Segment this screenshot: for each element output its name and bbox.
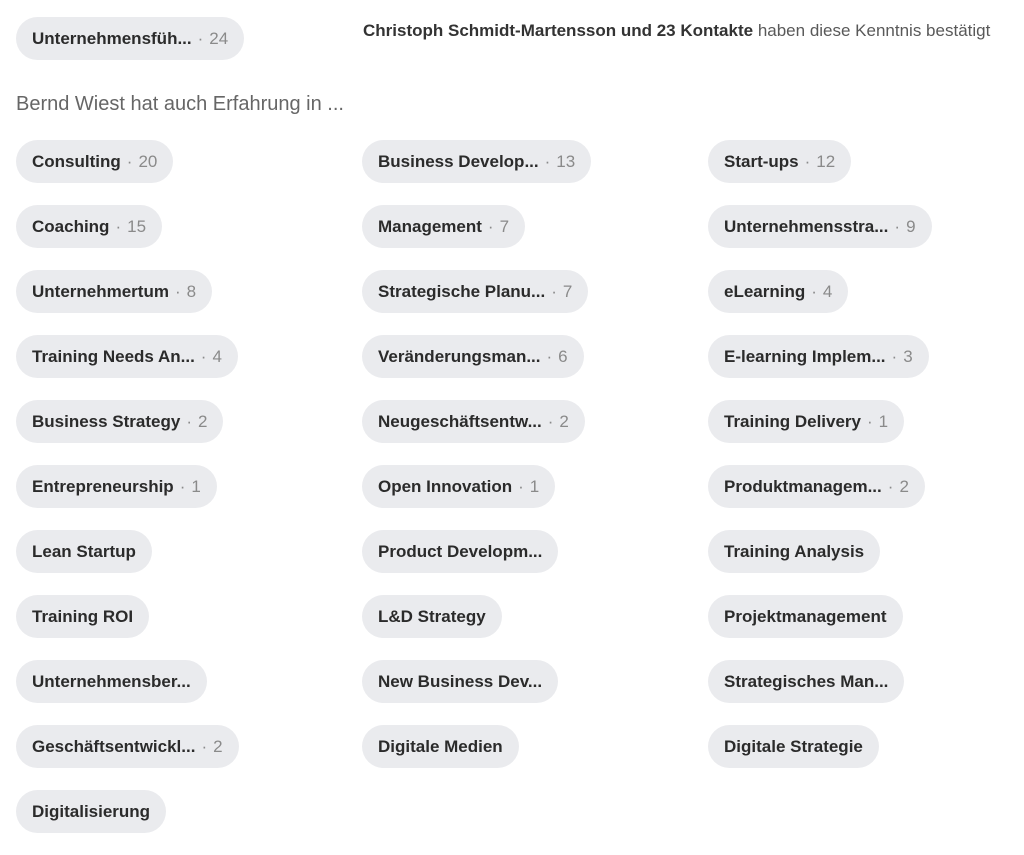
skill-pill[interactable] xyxy=(708,595,903,638)
skill-name: Training Needs An... xyxy=(32,346,195,366)
skill-name: Unternehmensber... xyxy=(32,671,191,691)
skill-pill[interactable] xyxy=(708,400,904,443)
endorsement-count: · 13 xyxy=(543,152,576,172)
endorsement-count: · 2 xyxy=(199,737,222,757)
skill-cell xyxy=(708,660,1008,725)
skill-pill[interactable] xyxy=(16,205,162,248)
skill-pill[interactable] xyxy=(362,465,555,508)
skill-pill[interactable] xyxy=(16,270,212,313)
endorsement-count: · 8 xyxy=(173,282,196,302)
skill-name: Consulting xyxy=(32,151,121,171)
skill-pill[interactable] xyxy=(16,400,223,443)
skill-pill[interactable] xyxy=(708,205,932,248)
endorsement-count: · 2 xyxy=(886,477,909,497)
skill-cell xyxy=(708,400,1008,465)
skill-pill[interactable] xyxy=(362,400,585,443)
endorsement-count: · 15 xyxy=(113,217,146,237)
skill-cell xyxy=(362,205,708,270)
skill-name: Open Innovation xyxy=(378,476,513,496)
skill-name: Geschäftsentwickl... xyxy=(32,736,196,756)
skill-name: Entrepreneurship xyxy=(32,476,174,496)
endorsement-count: · 24 xyxy=(196,29,229,49)
skill-pill[interactable] xyxy=(16,140,173,183)
skill-cell xyxy=(708,335,1008,400)
skill-cell xyxy=(708,530,1008,595)
skill-pill[interactable] xyxy=(708,270,848,313)
skill-pill[interactable] xyxy=(16,725,239,768)
endorsement-count: · 20 xyxy=(125,152,158,172)
endorsement-count: · 4 xyxy=(809,282,832,302)
skill-pill[interactable] xyxy=(362,725,519,768)
skill-name: Lean Startup xyxy=(32,541,136,561)
skill-name: Unternehmertum xyxy=(32,281,169,301)
skill-cell xyxy=(16,790,362,855)
skill-name: Digitalisierung xyxy=(32,801,151,821)
skill-name: Product Developm... xyxy=(378,541,543,561)
skill-cell xyxy=(16,660,362,725)
skill-cell xyxy=(708,465,1008,530)
skill-cell xyxy=(362,400,708,465)
skill-cell xyxy=(362,270,708,335)
skill-cell xyxy=(362,660,708,725)
endorsement-count: · 2 xyxy=(546,412,569,432)
skill-name: Digitale Medien xyxy=(378,736,503,756)
skill-name: Training Delivery xyxy=(724,411,861,431)
skill-cell xyxy=(708,725,1008,790)
skill-name: Business Develop... xyxy=(378,151,539,171)
skill-cell xyxy=(362,725,708,790)
skill-pill-top[interactable] xyxy=(16,17,244,60)
skill-pill[interactable] xyxy=(362,660,558,703)
skill-pill[interactable] xyxy=(362,140,591,183)
skill-name: Business Strategy xyxy=(32,411,181,431)
endorser-names[interactable]: Christoph Schmidt-Martensson und 23 Kontakte xyxy=(363,21,754,40)
skill-cell xyxy=(362,465,708,530)
skill-cell xyxy=(16,595,362,660)
skill-cell xyxy=(16,465,362,530)
skill-name: L&D Strategy xyxy=(378,606,486,626)
skill-pill[interactable] xyxy=(16,790,166,833)
endorsement-count: · 4 xyxy=(199,347,222,367)
skill-pill[interactable] xyxy=(708,465,925,508)
also-experienced-heading: Bernd Wiest hat auch Erfahrung in ... xyxy=(16,93,344,115)
endorsement-summary xyxy=(363,19,1003,42)
skill-name: Strategisches Man... xyxy=(724,671,889,691)
skill-cell xyxy=(16,400,362,465)
skill-cell xyxy=(16,140,362,205)
skill-pill[interactable] xyxy=(362,530,558,573)
endorsement-count: · 9 xyxy=(892,217,915,237)
skill-pill[interactable] xyxy=(708,140,851,183)
skill-name: Management xyxy=(378,216,482,236)
skill-name: Projektmanagement xyxy=(724,606,887,626)
skill-pill[interactable] xyxy=(708,335,929,378)
skill-pill[interactable] xyxy=(708,725,879,768)
skill-pill[interactable] xyxy=(362,205,525,248)
skill-name: Produktmanagem... xyxy=(724,476,882,496)
skill-name: New Business Dev... xyxy=(378,671,543,691)
skill-pill[interactable] xyxy=(708,530,880,573)
skill-pill[interactable] xyxy=(16,335,238,378)
top-skill-pill-wrapper xyxy=(16,17,244,60)
endorsement-count: · 7 xyxy=(549,282,572,302)
skill-cell xyxy=(16,530,362,595)
skill-cell xyxy=(708,270,1008,335)
skills-grid xyxy=(16,140,1008,855)
skill-cell xyxy=(362,140,708,205)
endorsement-suffix: haben diese Kenntnis bestätigt xyxy=(753,21,991,40)
skill-name: Digitale Strategie xyxy=(724,736,863,756)
skill-pill[interactable] xyxy=(362,270,588,313)
skill-cell xyxy=(708,595,1008,660)
endorsement-count: · 3 xyxy=(890,347,913,367)
skill-name: Unternehmensfüh... xyxy=(32,28,192,48)
skill-pill[interactable] xyxy=(362,335,584,378)
skill-cell xyxy=(16,205,362,270)
endorsement-count: · 1 xyxy=(178,477,201,497)
skill-name: E-learning Implem... xyxy=(724,346,886,366)
skill-name: Coaching xyxy=(32,216,110,236)
skill-cell xyxy=(362,335,708,400)
skill-pill[interactable] xyxy=(16,530,152,573)
endorsement-count: · 2 xyxy=(184,412,207,432)
skill-pill[interactable] xyxy=(708,660,904,703)
endorsement-count: · 1 xyxy=(865,412,888,432)
skill-name: Unternehmensstra... xyxy=(724,216,889,236)
skill-name: Veränderungsman... xyxy=(378,346,541,366)
skill-cell xyxy=(16,725,362,790)
skill-pill[interactable] xyxy=(362,595,502,638)
skill-cell xyxy=(708,205,1008,270)
skill-name: eLearning xyxy=(724,281,806,301)
skill-pill[interactable] xyxy=(16,595,149,638)
skill-name: Start-ups xyxy=(724,151,799,171)
skill-pill[interactable] xyxy=(16,660,207,703)
endorsement-count: · 7 xyxy=(486,217,509,237)
skill-name: Training ROI xyxy=(32,606,134,626)
skill-cell xyxy=(16,270,362,335)
skill-cell xyxy=(362,530,708,595)
skill-cell xyxy=(16,335,362,400)
skill-pill[interactable] xyxy=(16,465,217,508)
skill-name: Strategische Planu... xyxy=(378,281,546,301)
skill-cell xyxy=(362,595,708,660)
endorsement-count: · 6 xyxy=(545,347,568,367)
endorsement-count: · 1 xyxy=(516,477,539,497)
skill-cell xyxy=(708,140,1008,205)
endorsement-count: · 12 xyxy=(803,152,836,172)
skill-name: Training Analysis xyxy=(724,541,865,561)
skill-name: Neugeschäftsentw... xyxy=(378,411,542,431)
